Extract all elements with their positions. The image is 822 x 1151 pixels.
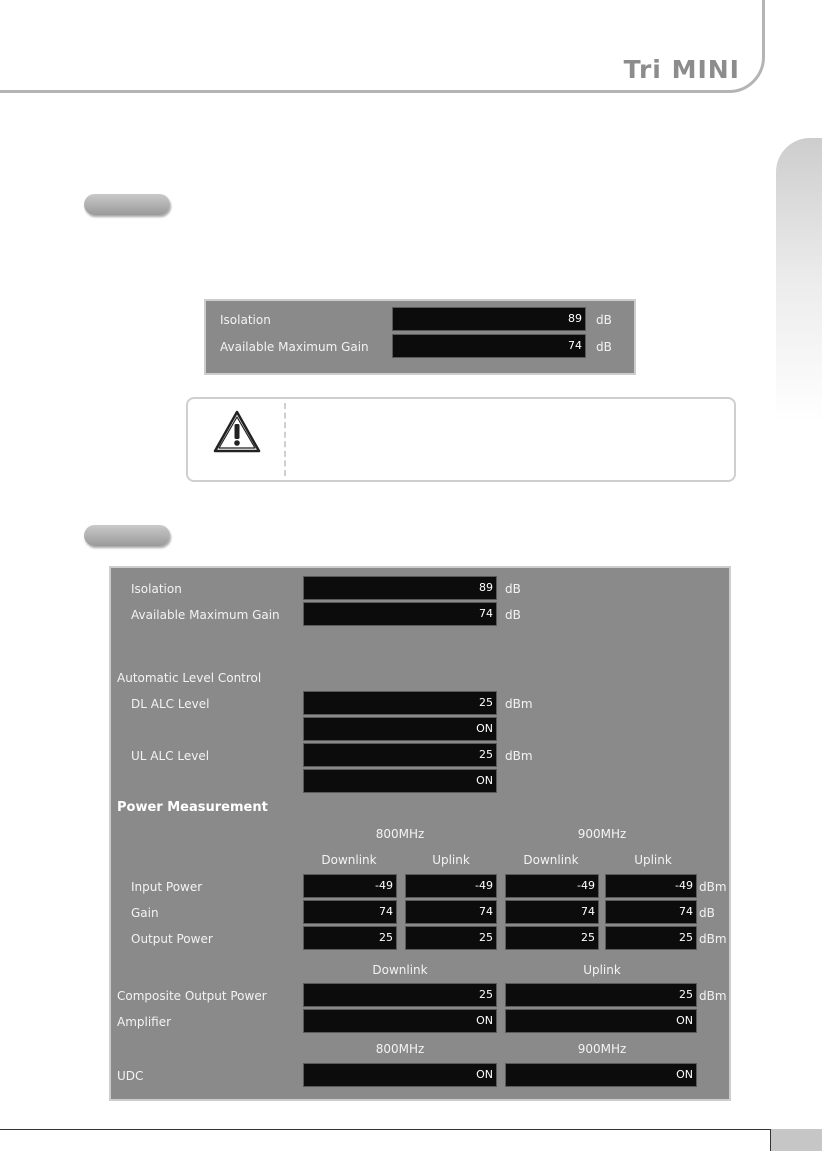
- output-power-value: 25: [505, 926, 599, 950]
- gain-unit: dB: [699, 906, 715, 920]
- col-downlink-900: Downlink: [523, 853, 579, 867]
- input-power-value: -49: [605, 874, 697, 898]
- alc-section-title: Automatic Level Control: [117, 671, 262, 685]
- output-power-label: Output Power: [131, 932, 213, 946]
- output-power-unit: dBm: [699, 932, 727, 946]
- isolation-unit: dB: [596, 313, 612, 327]
- isolation-unit: dB: [505, 582, 521, 596]
- notice-divider: [284, 403, 286, 476]
- udc-label: UDC: [117, 1069, 144, 1083]
- composite-output-unit: dBm: [699, 989, 727, 1003]
- section-pill-1: [84, 194, 170, 215]
- side-chapter-tab[interactable]: [776, 138, 822, 423]
- output-power-value: 25: [303, 926, 397, 950]
- composite-col-uplink: Uplink: [583, 963, 621, 977]
- page-number-box: [770, 1129, 822, 1151]
- gain-value: 74: [303, 900, 397, 924]
- amplifier-label: Amplifier: [117, 1015, 172, 1029]
- isolation-label: Isolation: [131, 582, 182, 596]
- input-power-value: -49: [405, 874, 497, 898]
- avail-gain-unit: dB: [596, 340, 612, 354]
- udc-band-900: 900MHz: [577, 1042, 627, 1056]
- isolation-label: Isolation: [220, 313, 271, 327]
- composite-output-ul: 25: [505, 983, 697, 1007]
- udc-800-value: ON: [303, 1063, 497, 1087]
- input-power-value: -49: [505, 874, 599, 898]
- warning-icon: [212, 409, 262, 455]
- band-800-header: 800MHz: [375, 827, 425, 841]
- input-power-value: -49: [303, 874, 397, 898]
- col-uplink-900: Uplink: [634, 853, 672, 867]
- avail-gain-value: 74: [392, 334, 586, 358]
- col-downlink-800: Downlink: [321, 853, 377, 867]
- avail-gain-label: Available Maximum Gain: [220, 340, 369, 354]
- dl-alc-state: ON: [303, 717, 497, 741]
- footer-rule: [0, 1129, 822, 1130]
- isolation-value: 89: [392, 307, 586, 331]
- band-900-header: 900MHz: [577, 827, 627, 841]
- avail-gain-unit: dB: [505, 608, 521, 622]
- ul-alc-state: ON: [303, 769, 497, 793]
- gain-value: 74: [505, 900, 599, 924]
- amplifier-ul: ON: [505, 1009, 697, 1033]
- dl-alc-label: DL ALC Level: [131, 697, 210, 711]
- col-uplink-800: Uplink: [432, 853, 470, 867]
- udc-band-800: 800MHz: [375, 1042, 425, 1056]
- ul-alc-label: UL ALC Level: [131, 749, 210, 763]
- dl-alc-unit: dBm: [505, 697, 533, 711]
- isolation-value: 89: [303, 576, 497, 600]
- udc-900-value: ON: [505, 1063, 697, 1087]
- ul-alc-unit: dBm: [505, 749, 533, 763]
- input-power-label: Input Power: [131, 880, 203, 894]
- dl-alc-value: 25: [303, 691, 497, 715]
- composite-output-label: Composite Output Power: [117, 989, 267, 1003]
- small-status-panel: [204, 299, 636, 375]
- input-power-unit: dBm: [699, 880, 727, 894]
- gain-value: 74: [405, 900, 497, 924]
- output-power-value: 25: [405, 926, 497, 950]
- composite-output-dl: 25: [303, 983, 497, 1007]
- ul-alc-value: 25: [303, 743, 497, 767]
- section-pill-2: [84, 525, 170, 546]
- avail-gain-label: Available Maximum Gain: [131, 608, 280, 622]
- composite-col-downlink: Downlink: [372, 963, 428, 977]
- brand-logo: Tri MINI: [623, 55, 740, 84]
- avail-gain-value: 74: [303, 602, 497, 626]
- output-power-value: 25: [605, 926, 697, 950]
- warning-notice: [186, 397, 736, 482]
- amplifier-dl: ON: [303, 1009, 497, 1033]
- large-status-panel: [109, 566, 731, 1101]
- gain-label: Gain: [131, 906, 159, 920]
- gain-value: 74: [605, 900, 697, 924]
- power-measurement-title: Power Measurement: [117, 800, 268, 815]
